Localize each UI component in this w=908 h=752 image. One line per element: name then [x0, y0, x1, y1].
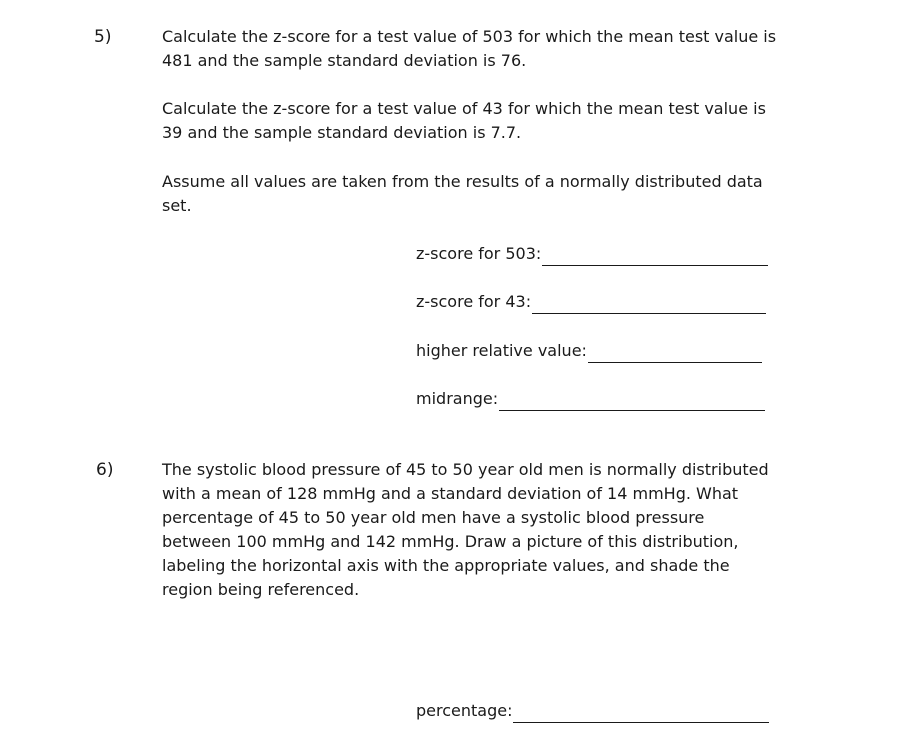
- answer-z43-blank[interactable]: [532, 295, 766, 314]
- question-5-para1-line-2: 481 and the sample standard deviation is 76.: [162, 51, 527, 70]
- question-6-line-3: percentage of 45 to 50 year old men have a systolic blood pressure: [162, 508, 705, 527]
- question-5-para3-line-1: Assume all values are taken from the results of a normally distributed data: [162, 172, 763, 191]
- answer-z43-label: z-score for 43:: [416, 292, 532, 311]
- question-6-line-4: between 100 mmHg and 142 mmHg. Draw a picture of this distribution,: [162, 532, 739, 551]
- answer-z503-blank[interactable]: [542, 247, 768, 266]
- answer-higher-label: higher relative value:: [416, 341, 587, 360]
- question-6-line-2: with a mean of 128 mmHg and a standard deviation of 14 mmHg. What: [162, 484, 739, 503]
- question-6-line-6: region being referenced.: [162, 580, 360, 599]
- question-6-line-5: labeling the horizontal axis with the appropriate values, and shade the: [162, 556, 730, 575]
- answer-percentage: [416, 699, 769, 723]
- question-5-number: 5): [94, 27, 112, 47]
- answer-midrange-blank[interactable]: [499, 392, 765, 411]
- question-5-para2-line-2: 39 and the sample standard deviation is 7.7.: [162, 123, 522, 142]
- answer-midrange-label: midrange:: [416, 389, 499, 408]
- question-5-para1-line-1: Calculate the z-score for a test value of 503 for which the mean test value is: [162, 27, 777, 46]
- answer-z503: [416, 242, 768, 266]
- answer-z503-label: z-score for 503:: [416, 244, 542, 263]
- answer-z43: [416, 290, 766, 314]
- question-6-line-1: The systolic blood pressure of 45 to 50 year old men is normally distributed: [162, 460, 769, 479]
- answer-percentage-label: percentage:: [416, 701, 513, 720]
- answer-higher-relative-value: [416, 339, 762, 363]
- question-6-number: 6): [96, 460, 114, 480]
- answer-percentage-blank[interactable]: [513, 704, 769, 723]
- answer-midrange: [416, 387, 765, 411]
- answer-higher-blank[interactable]: [588, 344, 762, 363]
- question-5-para2-line-1: Calculate the z-score for a test value of 43 for which the mean test value is: [162, 99, 766, 118]
- question-5-para3-line-2: set.: [162, 196, 192, 215]
